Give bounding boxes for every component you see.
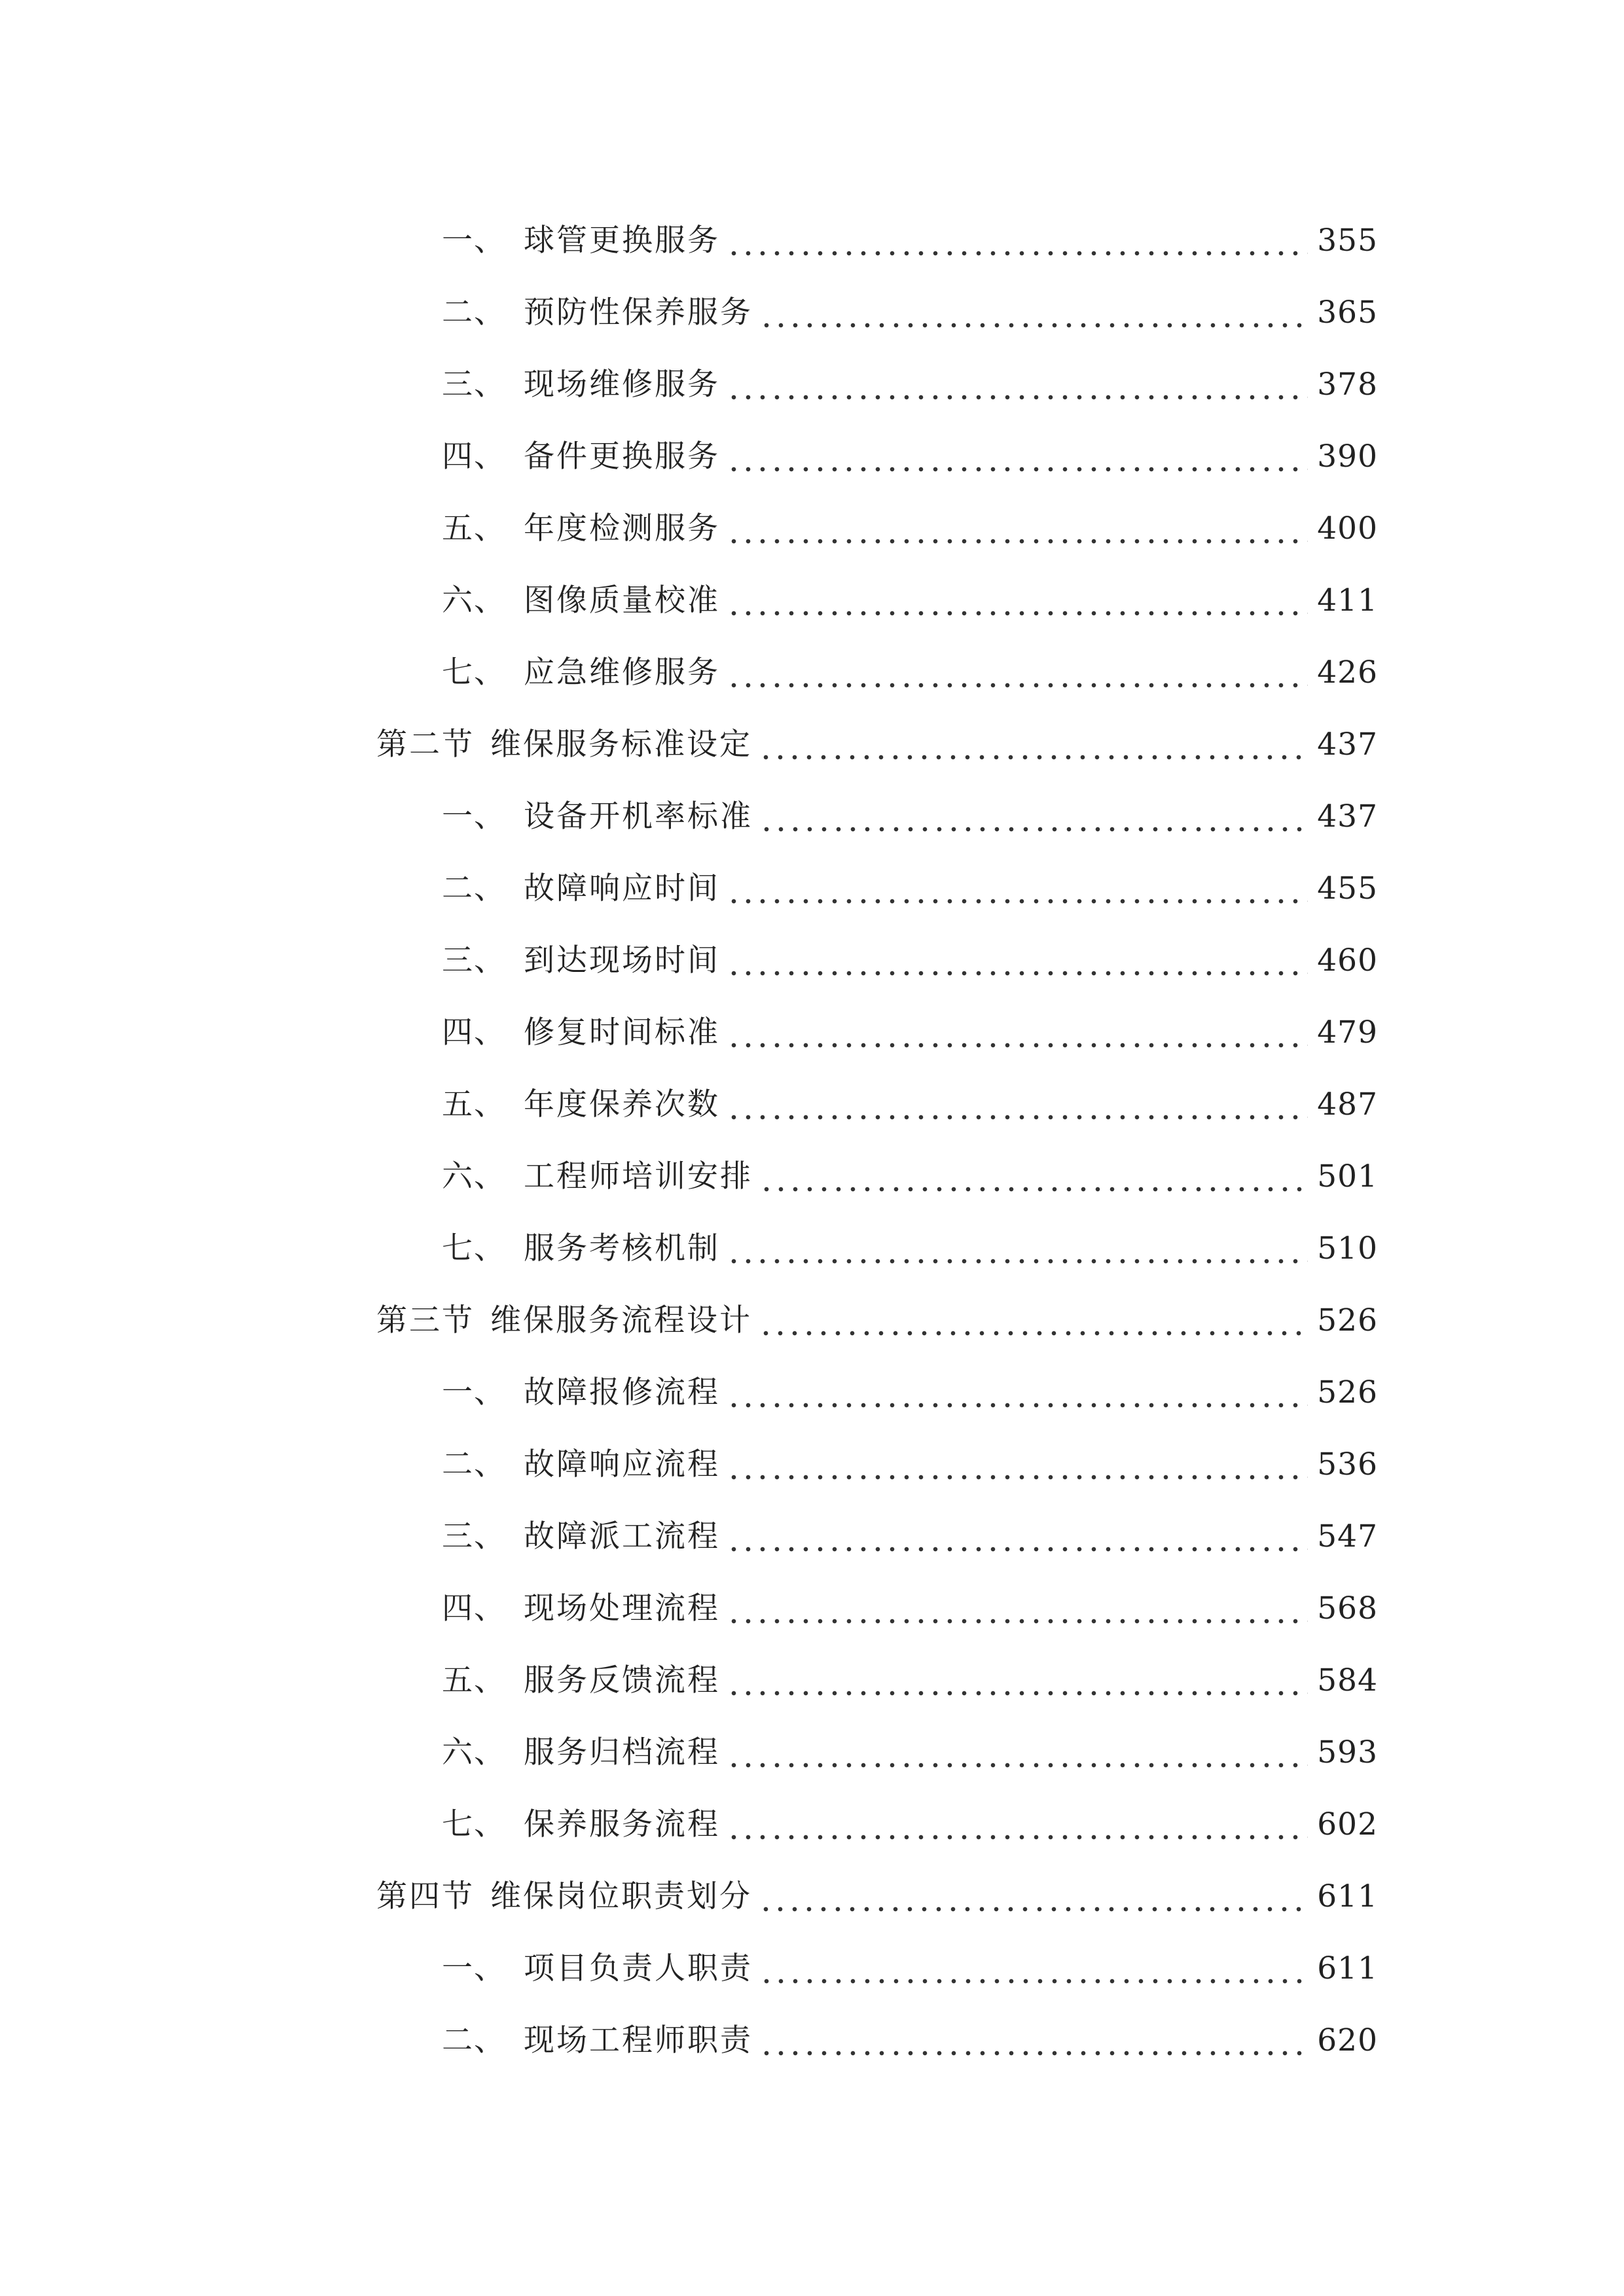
toc-item-entry[interactable] [376, 1788, 1378, 1860]
toc-dot-leader [727, 513, 1308, 544]
toc-item-entry[interactable] [376, 348, 1378, 420]
toc-entry-number: 二、 [442, 294, 506, 331]
toc-item-entry[interactable] [376, 1356, 1378, 1428]
toc-dot-leader [727, 1449, 1308, 1480]
toc-entry-page-number: 426 [1317, 654, 1378, 691]
toc-item-entry[interactable] [376, 636, 1378, 708]
toc-dot-leader [727, 1377, 1308, 1408]
toc-entry-page-number: 460 [1317, 942, 1378, 978]
toc-dot-leader [727, 1665, 1308, 1696]
toc-entry-number: 三、 [442, 366, 506, 403]
toc-entry-page-number: 568 [1317, 1590, 1378, 1626]
toc-entry-title: 预防性保养服务 [524, 294, 753, 331]
toc-entry-page-number: 479 [1317, 1014, 1378, 1050]
toc-dot-leader [759, 2025, 1308, 2056]
toc-entry-page-number: 584 [1317, 1662, 1378, 1698]
toc-entry-page-number: 501 [1317, 1158, 1378, 1194]
toc-entry-number: 四、 [442, 1014, 506, 1050]
toc-item-entry[interactable] [376, 924, 1378, 996]
toc-entry-page-number: 390 [1317, 438, 1378, 475]
toc-entry-page-number: 510 [1317, 1230, 1378, 1266]
toc-dot-leader [759, 801, 1308, 832]
toc-dot-leader [727, 873, 1308, 904]
toc-entry-page-number: 593 [1317, 1734, 1378, 1770]
toc-item-entry[interactable] [376, 1212, 1378, 1284]
toc-entry-title: 故障响应时间 [524, 870, 720, 906]
toc-entry-title: 应急维修服务 [524, 654, 720, 691]
toc-entry-title: 年度保养次数 [524, 1086, 720, 1122]
toc-dot-leader [759, 1881, 1308, 1912]
toc-dot-leader [727, 441, 1308, 472]
toc-item-entry[interactable] [376, 996, 1378, 1068]
toc-entry-page-number: 437 [1317, 726, 1378, 762]
toc-item-entry[interactable] [376, 1716, 1378, 1788]
toc-entry-number: 一、 [442, 798, 506, 834]
toc-entry-title: 到达现场时间 [524, 942, 720, 978]
toc-entry-number: 二、 [442, 1446, 506, 1482]
toc-entry-number: 五、 [442, 1086, 506, 1122]
toc-entry-number: 六、 [442, 1158, 506, 1194]
toc-entry-title: 保养服务流程 [524, 1806, 720, 1842]
toc-entry-number: 第四节 [376, 1878, 475, 1914]
toc-entry-number: 三、 [442, 942, 506, 978]
toc-item-entry[interactable] [376, 1572, 1378, 1644]
toc-entry-page-number: 355 [1317, 222, 1378, 259]
toc-dot-leader [759, 1305, 1308, 1336]
toc-entry-page-number: 547 [1317, 1518, 1378, 1554]
toc-item-entry[interactable] [376, 852, 1378, 924]
toc-item-entry[interactable] [376, 204, 1378, 276]
toc-item-entry[interactable] [376, 1932, 1378, 2004]
toc-dot-leader [727, 1809, 1308, 1840]
toc-entry-number: 一、 [442, 222, 506, 259]
toc-dot-leader [727, 225, 1308, 256]
toc-entry-title: 修复时间标准 [524, 1014, 720, 1050]
toc-dot-leader [727, 945, 1308, 976]
toc-entry-number: 七、 [442, 1806, 506, 1842]
toc-entry-title: 维保岗位职责划分 [490, 1878, 752, 1914]
toc-entry-number: 一、 [442, 1950, 506, 1986]
toc-entry-title: 维保服务标准设定 [490, 726, 752, 762]
toc-item-entry[interactable] [376, 1428, 1378, 1500]
toc-entry-title: 服务考核机制 [524, 1230, 720, 1266]
toc-dot-leader [727, 369, 1308, 400]
toc-entry-title: 图像质量校准 [524, 582, 720, 619]
toc-entry-page-number: 437 [1317, 798, 1378, 834]
toc-entry-page-number: 526 [1317, 1302, 1378, 1338]
toc-dot-leader [759, 1953, 1308, 1984]
toc-entry-title: 备件更换服务 [524, 438, 720, 475]
toc-item-entry[interactable] [376, 492, 1378, 564]
toc-entry-title: 现场工程师职责 [524, 2022, 753, 2058]
toc-item-entry[interactable] [376, 564, 1378, 636]
toc-entry-number: 一、 [442, 1374, 506, 1410]
toc-entry-title: 故障响应流程 [524, 1446, 720, 1482]
toc-entry-page-number: 365 [1317, 294, 1378, 331]
toc-dot-leader [727, 1089, 1308, 1120]
toc-entry-number: 六、 [442, 582, 506, 619]
toc-entry-title: 项目负责人职责 [524, 1950, 753, 1986]
toc-item-entry[interactable] [376, 1068, 1378, 1140]
toc-entry-title: 故障报修流程 [524, 1374, 720, 1410]
toc-dot-leader [727, 1233, 1308, 1264]
toc-entry-title: 年度检测服务 [524, 510, 720, 547]
toc-item-entry[interactable] [376, 1644, 1378, 1716]
toc-entry-title: 设备开机率标准 [524, 798, 753, 834]
toc-entry-number: 第二节 [376, 726, 475, 762]
toc-entry-title: 现场维修服务 [524, 366, 720, 403]
toc-entry-number: 五、 [442, 1662, 506, 1698]
toc-entry-number: 六、 [442, 1734, 506, 1770]
toc-entry-title: 服务反馈流程 [524, 1662, 720, 1698]
toc-entry-page-number: 602 [1317, 1806, 1378, 1842]
toc-entry-title: 球管更换服务 [524, 222, 720, 259]
toc-entry-page-number: 455 [1317, 870, 1378, 906]
table-of-contents [376, 204, 1378, 2076]
toc-item-entry[interactable] [376, 1500, 1378, 1572]
toc-entry-page-number: 620 [1317, 2022, 1378, 2058]
toc-item-entry[interactable] [376, 276, 1378, 348]
toc-entry-page-number: 400 [1317, 510, 1378, 547]
toc-dot-leader [759, 729, 1308, 760]
toc-dot-leader [759, 297, 1308, 328]
toc-entry-page-number: 411 [1317, 582, 1378, 619]
toc-entry-page-number: 611 [1317, 1878, 1378, 1914]
toc-entry-number: 二、 [442, 870, 506, 906]
toc-dot-leader [727, 1017, 1308, 1048]
toc-dot-leader [727, 585, 1308, 616]
toc-entry-title: 维保服务流程设计 [490, 1302, 752, 1338]
toc-item-entry[interactable] [376, 1140, 1378, 1212]
toc-section-entry[interactable] [376, 1284, 1378, 1356]
toc-entry-title: 工程师培训安排 [524, 1158, 753, 1194]
toc-dot-leader [727, 1593, 1308, 1624]
toc-entry-page-number: 536 [1317, 1446, 1378, 1482]
toc-entry-number: 七、 [442, 1230, 506, 1266]
toc-entry-title: 故障派工流程 [524, 1518, 720, 1554]
toc-entry-number: 三、 [442, 1518, 506, 1554]
toc-dot-leader [759, 1161, 1308, 1192]
toc-entry-number: 四、 [442, 438, 506, 475]
toc-dot-leader [727, 657, 1308, 688]
toc-entry-number: 第三节 [376, 1302, 475, 1338]
toc-entry-page-number: 526 [1317, 1374, 1378, 1410]
toc-entry-page-number: 487 [1317, 1086, 1378, 1122]
toc-item-entry[interactable] [376, 420, 1378, 492]
toc-entry-number: 五、 [442, 510, 506, 547]
toc-dot-leader [727, 1521, 1308, 1552]
toc-section-entry[interactable] [376, 1860, 1378, 1932]
toc-dot-leader [727, 1737, 1308, 1768]
toc-item-entry[interactable] [376, 780, 1378, 852]
toc-item-entry[interactable] [376, 2004, 1378, 2076]
toc-entry-number: 七、 [442, 654, 506, 691]
toc-entry-title: 服务归档流程 [524, 1734, 720, 1770]
toc-entry-number: 四、 [442, 1590, 506, 1626]
toc-section-entry[interactable] [376, 708, 1378, 780]
toc-entry-number: 二、 [442, 2022, 506, 2058]
toc-entry-page-number: 378 [1317, 366, 1378, 403]
toc-entry-page-number: 611 [1317, 1950, 1378, 1986]
toc-entry-title: 现场处理流程 [524, 1590, 720, 1626]
